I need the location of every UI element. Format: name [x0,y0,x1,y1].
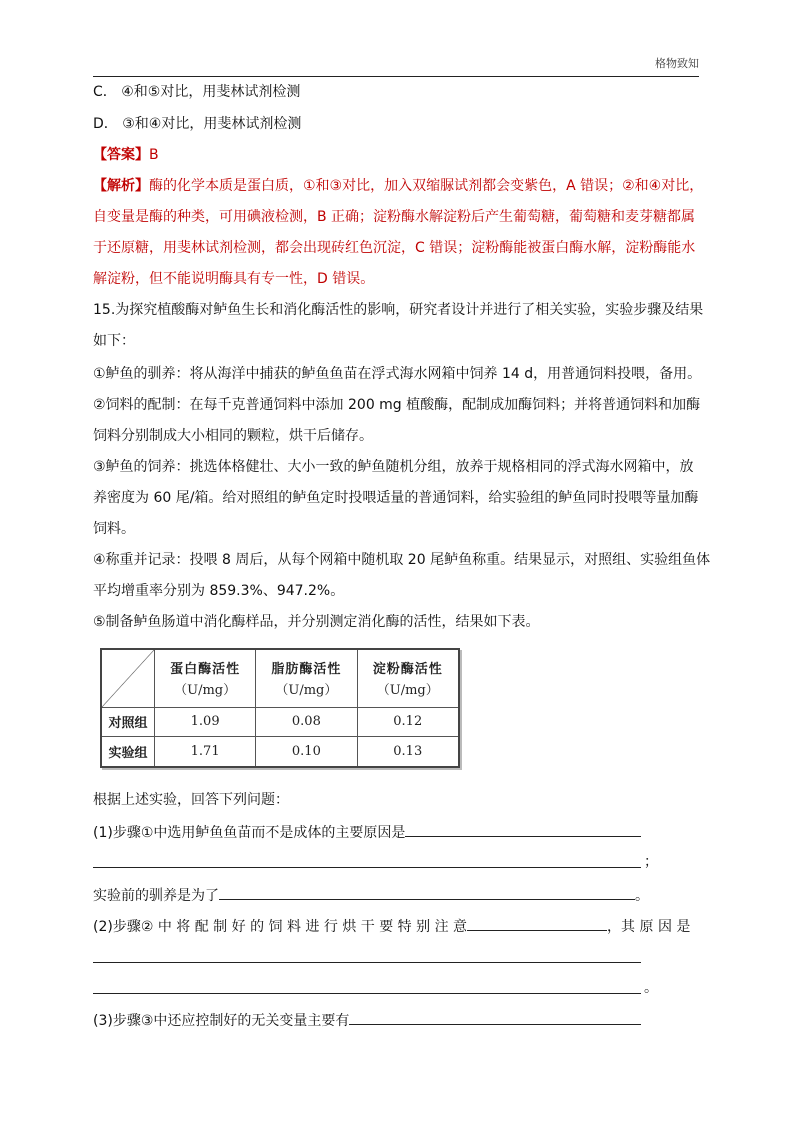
answer-blank-1b[interactable] [93,867,641,868]
table-cell: 0.12 [357,707,459,737]
step-3-line-2: 养密度为 60 尾/箱。给对照组的鲈鱼定时投喂适量的普通饲料，给实验组的鲈鱼同时投喂等量加酶 [93,490,699,506]
prompts-intro: 根据上述实验，回答下列问题： [93,792,289,808]
table-cell: 0.08 [256,707,357,737]
analysis-line-3: 于还原糖，用斐林试剂检测，都会出现砖红色沉淀，C 错误；淀粉酶能被蛋白酶水解，淀粉酶能水 [93,240,696,256]
table-cell: 0.13 [357,737,459,767]
question-1-end: ； [644,854,658,870]
table-header-cell [155,649,256,707]
step-1: ①鲈鱼的驯养：将从海洋中捕获的鲈鱼鱼苗在浮式海水网箱中饲养 14 d，用普通饲料投喂，备用。 [93,366,702,382]
step-5: ⑤制备鲈鱼肠道中消化酶样品，并分别测定消化酶的活性，结果如下表。 [93,614,540,630]
step-4-line-2: 平均增重率分别为 859.3%、947.2%。 [93,583,345,599]
question-1b-text: 实验前的驯养是为了 [93,888,219,904]
step-3-line-3: 饲料。 [93,521,135,537]
table-header-cell [357,649,459,707]
question-2-line [93,915,690,937]
table-cell: 1.09 [155,707,256,737]
analysis-text-1: 酶的化学本质是蛋白质，①和③对比，加入双缩脲试剂都会变紫色，A 错误；②和④对比， [149,178,704,194]
question-2-text: (2)步骤② 中 将 配 制 好 的 饲 料 进 行 烘 干 要 特 别 注 意 [93,919,468,935]
step-4-line-1: ④称重并记录：投喂 8 周后，从每个网箱中随机取 20 尾鲈鱼称重。结果显示，对照组、实验组鱼体 [93,552,711,568]
table-header-row [101,649,459,707]
column-unit: （U/mg） [275,683,338,699]
step-3-line-1: ③鲈鱼的饲养：挑选体格健壮、大小一致的鲈鱼随机分组，放养于规格相同的浮式海水网箱中，放 [93,459,694,475]
analysis-line-4: 解淀粉，但不能说明酶具有专一性，D 错误。 [93,271,375,287]
enzyme-activity-table [100,648,460,768]
step-2-line-2: 饲料分别制成大小相同的颗粒，烘干后储存。 [93,428,373,444]
question-1-line [93,821,641,843]
answer-blank-5[interactable] [93,993,641,994]
question-1b-end: 。 [635,888,649,904]
answer-value: B [149,147,159,163]
table-corner-cell [101,649,155,707]
answer [93,145,159,165]
column-unit: （U/mg） [174,683,237,699]
table-header-cell [256,649,357,707]
question-2-mid: ，其 原 因 是 [607,919,691,935]
column-unit: （U/mg） [376,683,439,699]
question-intro-1: 15.为探究植酸酶对鲈鱼生长和消化酶活性的影响，研究者设计并进行了相关实验，实验步骤及结果 [93,302,704,318]
option-d: D． ③和④对比，用斐林试剂检测 [93,116,302,132]
question-3-text: (3)步骤③中还应控制好的无关变量主要有 [93,1013,350,1029]
table-row [101,737,459,767]
analysis-line-2: 自变量是酶的种类，可用碘液检测，B 正确；淀粉酶水解淀粉后产生葡萄糖，葡萄糖和麦芽糖都属 [93,209,696,225]
column-name: 脂肪酶活性 [271,662,342,678]
question-1b-line [93,884,649,906]
row-label: 对照组 [101,707,155,737]
enzyme-table-wrapper [100,648,466,770]
answer-blank-6[interactable] [349,1009,641,1025]
question-1-text: (1)步骤①中选用鲈鱼鱼苗而不是成体的主要原因是 [93,825,406,841]
table-cell: 0.10 [256,737,357,767]
page-header [93,54,699,77]
table-row [101,707,459,737]
answer-label: 【答案】 [93,147,149,163]
analysis-label: 【解析】 [93,178,149,194]
question-intro-2: 如下： [93,333,135,349]
column-name: 淀粉酶活性 [372,662,443,678]
header-text: 格物致知 [655,57,699,70]
table-cell: 1.71 [155,737,256,767]
answer-blank-2[interactable] [219,884,635,900]
row-label: 实验组 [101,737,155,767]
column-name: 蛋白酶活性 [170,662,241,678]
step-2-line-1: ②饲料的配制：在每千克普通饲料中添加 200 mg 植酸酶，配制成加酶饲料；并将普通饲料和加酶 [93,397,701,413]
analysis-line-1 [93,176,703,196]
question-3-line [93,1009,641,1031]
answer-blank-1[interactable] [405,821,641,837]
answer-blank-4[interactable] [93,962,641,963]
answer-blank-3[interactable] [467,915,607,931]
question-2-end: 。 [644,980,658,996]
option-c: C． ④和⑤对比，用斐林试剂检测 [93,84,301,100]
